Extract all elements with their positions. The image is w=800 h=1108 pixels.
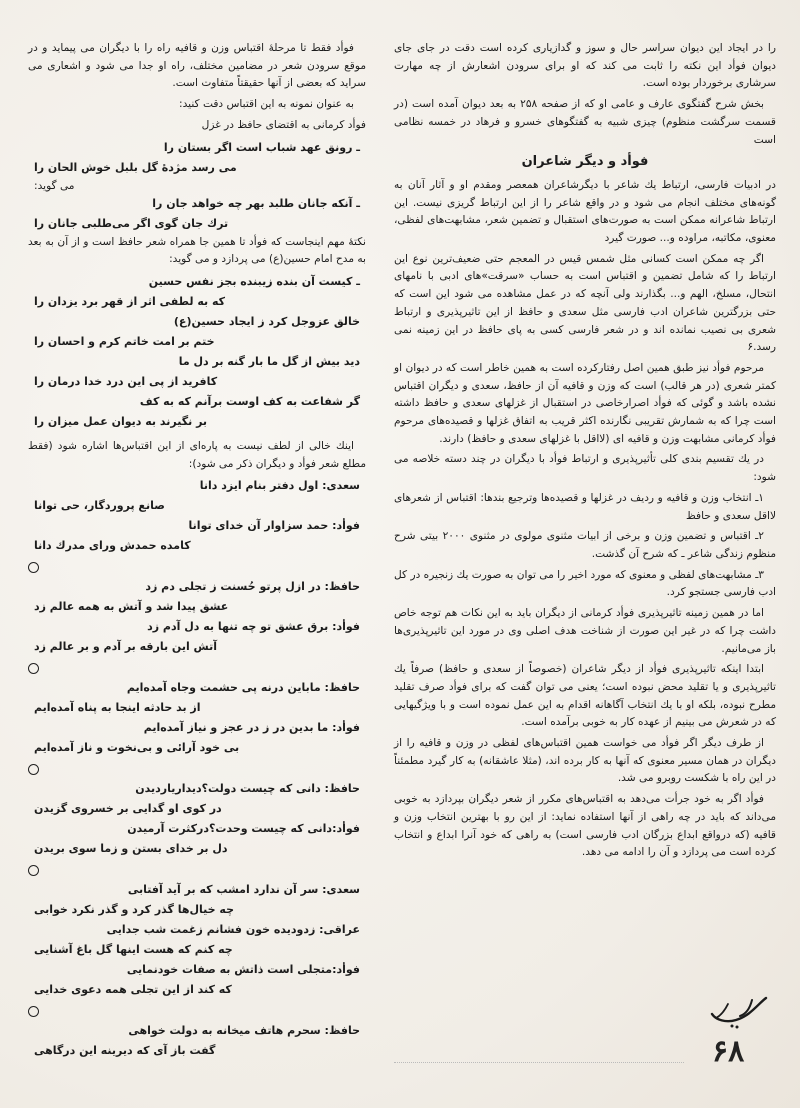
verse-line: فوأد:متجلی است ذاتش به صفات خودنمایی xyxy=(126,963,360,977)
list-item: ۲ـ اقتباس و تضمین وزن و برخی از ابیات مثنوی مولوی در مثنوی ۲۰۰۰ بیتی شرح منظوم زندگی شاعر ـ که شرح آن گذشت. xyxy=(394,530,776,560)
intro-paragraph: فوأد فقط تا مرحلهٔ اقتباس وزن و قافیه راه را با دیگران می پیماید و در موقع سرودن شعر در مضامین مختلف، راه او جدا می شود و اشعاری می سراید که بعضی از آنها حقیقتاً متفاوت است. xyxy=(28,42,366,90)
verse-line: ـ آنکه جانان طلبد بهر چه خواهد جان را xyxy=(152,196,360,210)
list-item: ۳ـ مشابهت‌های لفظی و معنوی که مورد اخیر را می توان به صورت یك زنجیره در کل ادب فارسی جستجو کرد. xyxy=(394,568,776,599)
verse-line: حافظ: در ازل پرتو حُسنت ز تجلی دم زد xyxy=(145,580,360,594)
body-paragraph: اما در همین زمینه تاثیرپذیری فوأد کرمانی از دیگران باید به این نکات هم توجه خاص داشت چرا که در غیر این صورت از شناخت هدف اصلی وی در مورد این تاثیرپذیری‌ها باز می‌مانیم. xyxy=(394,607,776,655)
separator-circle-icon xyxy=(28,663,39,674)
separator-circle-icon xyxy=(28,1006,39,1017)
body-paragraph: در ادبیات فارسی، ارتباط یك شاعر با دیگرشاعران همعصر ومقدم او و آثار آنان به گونه‌های مختلف انجام می شود و در واقع شاعر را از این ارتباط گریزی نیست. این ارتباط شاعرانه ممکن است به صورت‌های استقبال و تضمین شعر، مشابهت‌های لفظی، معنوی، مکاتبه، مراوده و... صورت گیرد xyxy=(394,178,776,245)
verse-line: سعدی: اول دفتر بنام ایزد دانا xyxy=(199,479,360,493)
comparison-pair xyxy=(28,476,366,556)
verse-line: بی خود آرائی و بی‌نخوت و ناز آمده‌ایم xyxy=(34,741,240,755)
note-line: می گوید: xyxy=(34,179,75,192)
verse-line: حافظ: ماباین درنه پی حشمت وجاه آمده‌ایم xyxy=(126,681,360,695)
verse-line: عشق پیدا شد و آتش به همه عالم زد xyxy=(34,600,229,614)
note-line: فوأد کرمانی به اقتضای حافظ در غزل xyxy=(201,118,366,131)
verse-line: حافظ: سحرم هاتف میخانه به دولت خواهی xyxy=(128,1024,360,1038)
intro-paragraph-1: را در ایجاد این دیوان سراسر حال و سوز و گدازیاری کرده است دقت در جای جای دیوان فوأد این نکته را ثابت می کند که او برای سرودن اشعارش از چه مهارت سرشاری برخوردار بوده است. xyxy=(394,42,776,90)
body-paragraph: اگر چه ممکن است کسانی مثل شمس قیس در المعجم حتی ضعیف‌ترین نوع این ارتباط را که شامل تضمین و اقتباس است به حساب «سرقت»های ادبی با نامهای انتحال، مسلخ، الهم و... بگذارند ولی آنچه که در عمل مشاهده می شود این است که حتی بزرگترین شاعران ادب فارسی مثل سعدی و حافظ از این تاثیرپذیری و ارتباط شعری بی نصیب نمانده اند و در شعر فارسی کسی به پای حافظ در این زمینه نمی رسد.۶ xyxy=(394,252,776,354)
verse-line: گفت باز آی که دیرینه این درگاهی xyxy=(34,1044,216,1058)
comparison-pair xyxy=(28,1021,366,1061)
verse-line: چه خیال‌ها گذر کرد و گذر نکرد خوابی xyxy=(34,903,235,917)
body-paragraph: فوأد اگر به خود جرأت می‌دهد به اقتباس‌های مکرر از شعر دیگران بپردازد به خوبی می‌داند که باید در چه راهی از آنها استفاده نماید: از این رو با بهترین انتخاب وزن و قافیه (که درواقع ابداع بزرگان ادب فارسی است) به راهی که خود آنرا ابداع و انتخاب کرده است می پردازد و آن را ادامه می دهد. xyxy=(394,793,776,859)
body-paragraph: ابتدا اینکه تاثیرپذیری فوأد از دیگر شاعران (خصوصاً از سعدی و حافظ) صرفاً یك تاثیرپذیری و یا تقلید محض نبوده است؛ یعنی می توان گفت که برای فوأد صرف تقلید مطرح نبوده، بلکه او با یك انتخاب آگاهانه اقدام به این عمل نموده است و با ویژگیهایی که در شعرش می بینیم از عهده کار به خوبی برآمده است. xyxy=(394,663,776,729)
verse-line: می رسد مژدهٔ گل بلبل خوش الحان را xyxy=(34,160,237,174)
body-paragraph: از طرف دیگر اگر فوأد می خواست همین اقتباس‌های لفظی در وزن و قافیه را از دیگران در همان مسیر معنوی که آنها به کار برده اند، (مثلا عاشقانه) به کار گیرد مطمئناً در این راه با شکست روبرو می شد. xyxy=(394,737,776,785)
verse-line: که به لطفی اثر از قهر برد یزدان را xyxy=(34,294,226,308)
comparison-pair xyxy=(28,880,366,1000)
verse-line: سعدی: سر آن ندارد امشب که بر آید آفتابی xyxy=(127,883,360,897)
note-paragraph: نکتهٔ مهم اینجاست که فوأد تا همین جا همراه شعر حافظ است و از آن به بعد به مدح امام حسین(ع) می پردازد و می گوید: xyxy=(28,235,366,266)
comparison-pair xyxy=(28,678,366,758)
verse-line: دید بیش از گل ما بار گنه بر دل ما xyxy=(178,354,360,368)
verse-line: چه کنم که هست اینها گل باغ آشنایی xyxy=(34,943,233,957)
page-number: ۶۸ xyxy=(712,1034,745,1069)
verse-line: فوأد: ما بدین در ز در عجز و نیاز آمده‌ایم xyxy=(143,721,360,735)
verse-line: خالق عزوجل کرد ز ایجاد حسین(ع) xyxy=(173,314,360,328)
verse-line: بر نگیرند به دیوان عمل میزان را xyxy=(34,414,208,428)
verse-line: فوأد:دانی که چیست وحدت؟درکثرت آرمیدن xyxy=(127,822,360,836)
verse-line: فوأد: حمد سزاوار آن خدای توانا xyxy=(188,519,360,533)
verse-line: ـ رونق عهد شباب است اگر بستان را xyxy=(163,140,360,154)
left-column xyxy=(28,40,366,1061)
verse-block xyxy=(28,272,366,432)
verse-line: حافظ: دانی که چیست دولت؟دیداریاردیدن xyxy=(135,782,360,796)
verse-line: آتش این بارقه بر آدم و بر عالم زد xyxy=(34,640,217,654)
verse-line: ختم بر امت خاتم کرم و احسان را xyxy=(34,334,215,348)
note-paragraph: اینك خالی از لطف نیست به پاره‌ای از این اقتباس‌ها اشاره شود (فقط مطلع شعر فوأد و دیگران ذکر می شود): xyxy=(28,439,366,470)
verse-line: از بد حادثه اینجا به پناه آمده‌ایم xyxy=(34,701,201,715)
separator-circle-icon xyxy=(28,865,39,876)
verse-line: در کوی او گدایی بر خسروی گزیدن xyxy=(34,802,222,816)
body-paragraph: در یك تقسیم بندی کلی تأثیرپذیری و ارتباط فوأد با دیگران در چند دسته خلاصه می شود: xyxy=(394,453,776,484)
verse-line: کامده حمدش ورای مدرك دانا xyxy=(34,539,191,553)
verse-line: گر شفاعت به کف اوست برآنم که به کف xyxy=(139,394,360,408)
comparison-pair xyxy=(28,779,366,859)
comparison-pair xyxy=(28,577,366,657)
section-heading: فوأد و دیگر شاعران xyxy=(521,154,649,170)
separator-circle-icon xyxy=(28,562,39,573)
body-paragraph: مرحوم فوأد نیز طبق همین اصل رفتارکرده است به همین خاطر است که در دیوان او کمتر شعری (در هر قالب) است که وزن و قافیه آن از حافظ، سعدی و دیگران اقتباس نشده باشد و گوئی که فوأد اصرارخاصی در استقبال از غزلهای سعدی و حافظ داشته است چرا که به شمارش تقریبی نگارنده اکثر قریب به اتفاق غزلها و قصیده‌های مرحوم فوأد کرمانی مشابهت وزن و قافیه ای (لااقل با غزلهای سعدی و حافظ) دارند. xyxy=(394,361,776,445)
verse-line: عراقی: زدودیده خون فشانم زغمت شب جدایی xyxy=(106,923,360,937)
verse-line: دل بر خدای بستن و زما سوی بریدن xyxy=(34,842,228,856)
intro-paragraph-2: بخش شرح گفتگوی عارف و عامی او که از صفحه ۲۵۸ به بعد دیوان آمده است (در قسمت سرگشت منظوم) چیزی شبیه به گفتگوهای خسرو و فرهاد در خمسه نظامی است xyxy=(394,98,776,146)
separator-circle-icon xyxy=(28,764,39,775)
verse-line: ترك جان گوی اگر می‌طلبی جانان را xyxy=(34,216,229,230)
right-column xyxy=(394,40,776,865)
verse-line: که کند از این تجلی همه دعوی خدایی xyxy=(34,983,232,997)
list-item: ۱ـ انتخاب وزن و قافیه و ردیف در غزلها و قصیده‌ها وترجیع بندها: اقتباس از شعرهای لااقل سعدی و حافظ xyxy=(394,491,776,522)
verse-line: فوأد: برق عشق تو چه تنها به دل آدم زد xyxy=(147,620,360,634)
magazine-logo-icon xyxy=(706,990,772,1030)
footer-divider xyxy=(394,1062,684,1063)
verse-line: کافرید از پی این درد خدا درمان را xyxy=(34,374,218,388)
verse-line: صانع پروردگار، حی توانا xyxy=(34,499,165,513)
note-line: به عنوان نمونه به این اقتباس دقت کنید: xyxy=(179,98,354,111)
verse-line: ـ کیست آن بنده زیبنده بجز نفس حسین xyxy=(148,274,360,288)
